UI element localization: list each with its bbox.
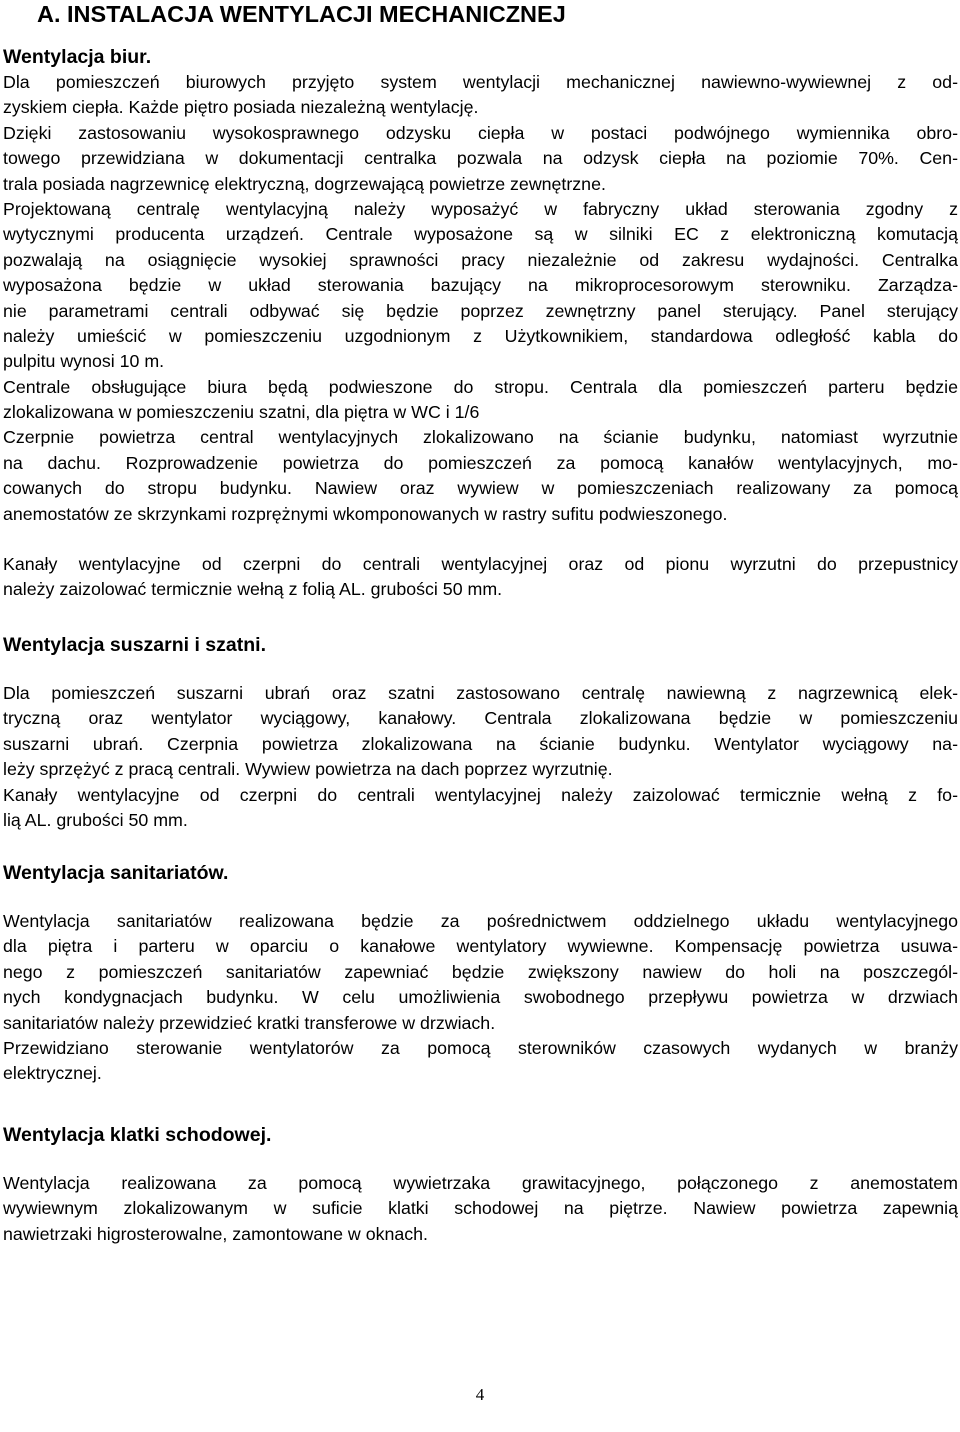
text-line: Wentylacja realizowana za pomocą wywietrzaka grawitacyjnego, połączonego z anemostatem — [3, 1173, 958, 1193]
section-heading: Wentylacja klatki schodowej. — [3, 1124, 272, 1146]
text-line: Dzięki zastosowaniu wysokosprawnego odzysku ciepła w postaci podwójnego wymiennika obro- — [3, 122, 958, 143]
text-line: pulpitu wynosi 10 m. — [3, 351, 165, 372]
text-line: nawietrzaki higrosterowalne, zamontowane w oknach. — [3, 1223, 428, 1244]
text-line: lią AL. grubości 50 mm. — [3, 809, 188, 830]
text-line: Wentylacja sanitariatów realizowana będzie za pośrednictwem oddzielnego układu wentylacyjnego — [3, 911, 958, 931]
text-line: cowanych do stropu budynku. Nawiew oraz wywiew w pomieszczeniach realizowany za pomocą — [3, 478, 958, 499]
text-line: suszarni ubrań. Czerpnia powietrza zlokalizowana na ścianie budynku. Wentylator wyciągowy na- — [3, 733, 958, 754]
text-line: nie parametrami centrali odbywać się będzie poprzez zewnętrzny panel sterujący. Panel sterujący — [3, 300, 958, 321]
text-line: należy umieścić w pomieszczeniu uzgodnionym z Użytkownikiem, standardowa odległość kabla do — [3, 325, 958, 346]
section-heading: Wentylacja sanitariatów. — [3, 862, 229, 884]
text-line: nych kondygnacjach budynku. W celu umożliwienia swobodnego przepływu powietrza w drzwiach — [3, 987, 958, 1008]
text-line: towego przewidziana w dokumentacji centralka pozwala na odzysk ciepła na poziomie 70%. Cen- — [3, 148, 958, 169]
text-line: leży sprzężyć z pracą centrali. Wywiew powietrza na dach poprzez wyrzutnię. — [3, 759, 613, 780]
section-sanitary-heading — [3, 860, 958, 886]
section-staircase-heading — [3, 1122, 958, 1148]
text-line: zlokalizowana w pomieszczeniu szatni, dla piętra w WC i 1/6 — [3, 402, 480, 423]
text-line: wywiewnym zlokalizowanym w suficie klatki schodowej na piętrze. Nawiew powietrza zapewnią — [3, 1198, 958, 1219]
text-line: Czerpnie powietrza central wentylacyjnych zlokalizowano na ścianie budynku, natomiast wyrzutnie — [3, 427, 958, 448]
text-line: wyposażona będzie w układ sterowania bazujący na mikroprocesorowym sterowniku. Zarządza- — [3, 275, 958, 296]
text-line: Projektowaną centralę wentylacyjną należy wyposażyć w fabryczny układ sterowania zgodny z — [3, 198, 958, 219]
page-number: 4 — [475, 1385, 485, 1404]
text-line: zyskiem ciepła. Każde piętro posiada niezależną wentylację. — [3, 97, 479, 118]
section-office-ventilation — [3, 44, 958, 527]
text-line: sanitariatów należy przewidzieć kratki transferowe w drzwiach. — [3, 1012, 496, 1033]
section-office-insulation — [3, 552, 958, 603]
text-line: Centrale obsługujące biura będą podwieszone do stropu. Centrala dla pomieszczeń parteru będzie — [3, 376, 958, 397]
section-dryer-cloakroom-heading — [3, 632, 958, 658]
document-title: A. INSTALACJA WENTYLACJI MECHANICZNEJ — [37, 1, 566, 27]
text-line: anemostatów ze skrzynkami rozprężnymi wkomponowanych w rastry sufitu podwieszonego. — [3, 503, 728, 524]
section-heading: Wentylacja biur. — [3, 46, 152, 68]
text-line: wytycznymi producenta urządzeń. Centrale wyposażone są w silniki EC z elektroniczną komutacją — [3, 224, 958, 245]
text-line: Kanały wentylacyjne od czerpni do centrali wentylacyjnej oraz od pionu wyrzutni do przepustnicy — [3, 554, 958, 574]
text-line: na dachu. Rozprowadzenie powietrza do pomieszczeń za pomocą kanałów wentylacyjnych, mo- — [3, 452, 958, 473]
text-line: należy zaizolować termicznie wełną z folią AL. grubości 50 mm. — [3, 579, 503, 600]
section-dryer-cloakroom — [3, 681, 958, 833]
section-staircase — [3, 1171, 958, 1247]
text-line: tryczną oraz wentylator wyciągowy, kanałowy. Centrala zlokalizowana będzie w pomieszczeniu — [3, 708, 958, 729]
text-line: pozwalają na osiągnięcie wysokiej sprawności pracy niezależnie od zakresu wydajności. Centralka — [3, 249, 958, 270]
text-line: Przewidziano sterowanie wentylatorów za pomocą sterowników czasowych wydanych w branży — [3, 1037, 958, 1058]
text-line: dla piętra i parteru w oparciu o kanałowe wentylatory wywiewne. Kompensację powietrza usuwa- — [3, 936, 958, 957]
text-line: elektrycznej. — [3, 1063, 102, 1084]
text-line: trala posiada nagrzewnicę elektryczną, dogrzewającą powietrze zewnętrzne. — [3, 173, 606, 194]
text-line: Dla pomieszczeń biurowych przyjęto system wentylacji mechanicznej nawiewno-wywiewnej z od- — [3, 72, 958, 92]
text-line: nego z pomieszczeń sanitariatów zapewniać będzie zwiększony nawiew do holi na poszczegól- — [3, 961, 958, 982]
text-line: Kanały wentylacyjne od czerpni do centrali wentylacyjnej należy zaizolować termicznie wełną z fo- — [3, 784, 958, 805]
text-line: Dla pomieszczeń suszarni ubrań oraz szatni zastosowano centralę nawiewną z nagrzewnicą elek- — [3, 683, 958, 703]
section-heading: Wentylacja suszarni i szatni. — [3, 634, 266, 656]
section-sanitary — [3, 909, 958, 1087]
